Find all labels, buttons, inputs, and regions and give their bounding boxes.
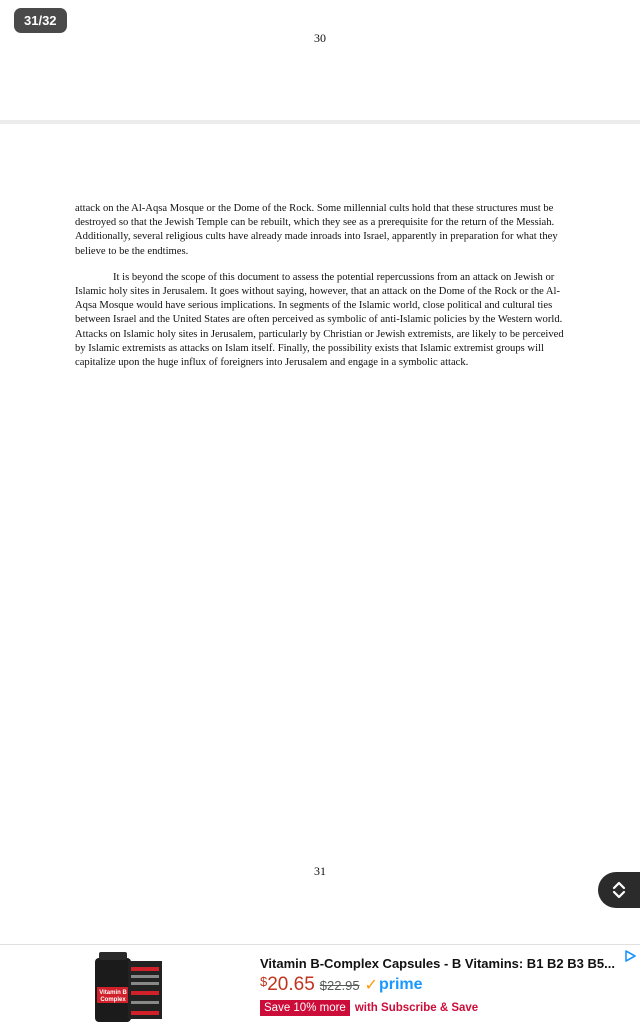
subscribe-text: with Subscribe & Save: [354, 1002, 479, 1014]
product-image[interactable]: [92, 949, 164, 1023]
scroll-toggle-button[interactable]: [598, 872, 640, 908]
product-label: Complex: [100, 997, 126, 1003]
chevron-up-down-icon: [612, 880, 626, 900]
previous-page-number: 30: [314, 31, 326, 45]
product-label: Vitamin B: [99, 990, 127, 996]
paragraph: It is beyond the scope of this document to assess the potential repercussions from an attack on Jewish or Islamic holy sites in Jerusalem. It goes without saying, however, that an attack on the Dome of the Rock or the Al-Aqsa Mosque would have serious implications. In segments of the Islamic world, close political and cultural ties between Israel and the United States are often perceived as symbolic of anti-Islamic policies by the Western world. Attacks on Islamic holy sites in Jerusalem, particularly by Christian or Jewish extremists, are likely to be perceived by Islamic extremists as attacks on Islam itself. Finally, the possibility exists that Islamic extremist groups will capitalize upon the huge influx of foreigners into Jerusalem and engage in a symbolic attack.: [75, 271, 564, 369]
ad-save-row: [260, 1000, 478, 1016]
ad-banner[interactable]: [0, 944, 640, 1025]
page-divider: [0, 120, 640, 124]
ad-title[interactable]: Vitamin B-Complex Capsules - B Vitamins: B1 B2 B3 B5...: [260, 956, 615, 971]
ad-price-row: [260, 974, 423, 996]
check-icon: ✓: [364, 977, 378, 994]
prime-badge: ✓ prime: [364, 976, 423, 994]
page-body: [75, 202, 565, 382]
ad-choices-icon[interactable]: [624, 950, 636, 962]
current-price: $20.65: [260, 974, 315, 995]
paragraph: attack on the Al-Aqsa Mosque or the Dome of the Rock. Some millennial cults hold that these structures must be destroyed so that the Jewish Temple can be rebuilt, which they see as a prerequisite for the return of the Messiah. Additionally, several religious cults have already made inroads into Israel, apparently in preparation for what they believe to be the endtimes.: [75, 203, 558, 257]
old-price: $22.95: [319, 978, 360, 993]
save-badge: Save 10% more: [260, 1000, 350, 1016]
current-page-number: 31: [314, 864, 326, 878]
page-counter: 31/32: [14, 8, 67, 33]
